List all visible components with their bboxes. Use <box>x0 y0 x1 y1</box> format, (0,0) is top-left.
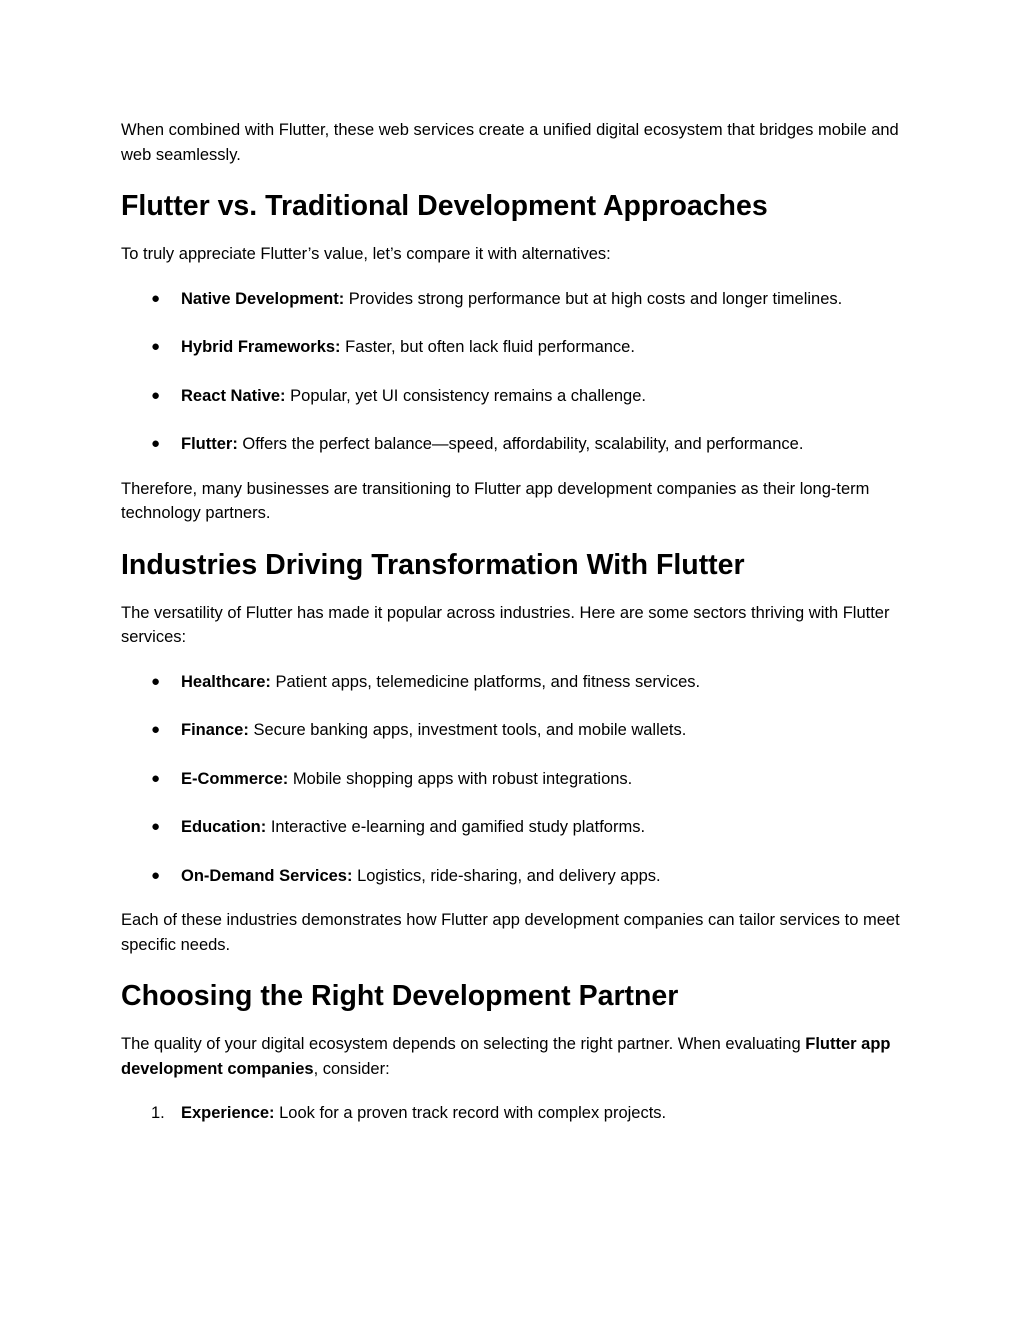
criteria-numbered-list <box>121 1101 911 1126</box>
comparison-bullet-list <box>121 287 911 457</box>
list-item-term: Healthcare: <box>181 672 271 691</box>
list-item <box>121 335 911 360</box>
list-item-text: Secure banking apps, investment tools, and mobile wallets. <box>248 721 687 739</box>
list-item-text: Interactive e-learning and gamified study platforms. <box>266 818 646 836</box>
list-item-term: Flutter: <box>181 435 238 453</box>
list-item-text: Look for a proven track record with complex projects. <box>274 1104 667 1122</box>
lead-text: The quality of your digital ecosystem depends on selecting the right partner. When evaluating <box>121 1035 806 1053</box>
bullet-icon: ● <box>151 672 161 690</box>
bullet-icon: ● <box>151 818 161 835</box>
section3-lead-paragraph <box>121 1032 911 1081</box>
list-item <box>121 287 911 312</box>
lead-bold-text: Flutter app development companies <box>121 1035 891 1078</box>
list-item <box>121 1101 911 1126</box>
section1-lead-paragraph: To truly appreciate Flutter’s value, let’s compare it with alternatives: <box>121 245 611 263</box>
list-item-text: Logistics, ride-sharing, and delivery apps. <box>352 866 661 885</box>
lead-text-end: , consider: <box>313 1059 390 1078</box>
bullet-icon: ● <box>151 386 161 404</box>
list-item <box>121 718 911 743</box>
section1-closing-paragraph: Therefore, many businesses are transitioning to Flutter app development companies as their long-term technology partners. <box>121 479 870 522</box>
list-item-text: Patient apps, telemedicine platforms, and fitness services. <box>270 672 701 691</box>
list-item <box>121 670 911 695</box>
bullet-icon: ● <box>151 338 161 355</box>
bullet-icon: ● <box>151 866 161 884</box>
industries-bullet-list <box>121 670 911 889</box>
list-item <box>121 864 911 889</box>
list-item-term: Native Development: <box>181 289 345 308</box>
list-item-term: On-Demand Services: <box>181 866 353 885</box>
document-page <box>121 118 911 1126</box>
list-item-text: Faster, but often lack fluid performance. <box>340 338 635 356</box>
heading-flutter-vs-traditional: Flutter vs. Traditional Development Approaches <box>121 190 768 222</box>
section2-lead-paragraph: The versatility of Flutter has made it popular across industries. Here are some sectors thriving with Flutter services: <box>121 603 890 646</box>
list-item-term: Education: <box>181 818 267 836</box>
bullet-icon: ● <box>151 435 161 452</box>
section2-closing-paragraph: Each of these industries demonstrates how Flutter app development companies can tailor services to meet specific needs. <box>121 911 900 954</box>
list-number: 1. <box>151 1104 165 1122</box>
bullet-icon: ● <box>151 289 161 307</box>
heading-choosing-partner: Choosing the Right Development Partner <box>121 980 679 1012</box>
intro-paragraph: When combined with Flutter, these web services create a unified digital ecosystem that bridges mobile and web seamlessly. <box>121 121 899 164</box>
list-item <box>121 815 911 840</box>
bullet-icon: ● <box>151 769 161 787</box>
list-item <box>121 432 911 457</box>
list-item-text: Popular, yet UI consistency remains a challenge. <box>285 386 646 405</box>
heading-industries: Industries Driving Transformation With Flutter <box>121 548 745 581</box>
list-item <box>121 384 911 409</box>
list-item-term: Hybrid Frameworks: <box>181 338 341 356</box>
list-item-text: Offers the perfect balance—speed, affordability, scalability, and performance. <box>237 435 804 453</box>
list-item-text: Mobile shopping apps with robust integrations. <box>288 769 633 788</box>
list-item-text: Provides strong performance but at high costs and longer timelines. <box>344 289 843 308</box>
list-item-term: Experience: <box>181 1104 275 1122</box>
list-item-term: E-Commerce: <box>181 769 289 788</box>
list-item <box>121 767 911 792</box>
list-item-term: React Native: <box>181 386 286 405</box>
list-item-term: Finance: <box>181 721 249 739</box>
bullet-icon: ● <box>151 721 161 738</box>
